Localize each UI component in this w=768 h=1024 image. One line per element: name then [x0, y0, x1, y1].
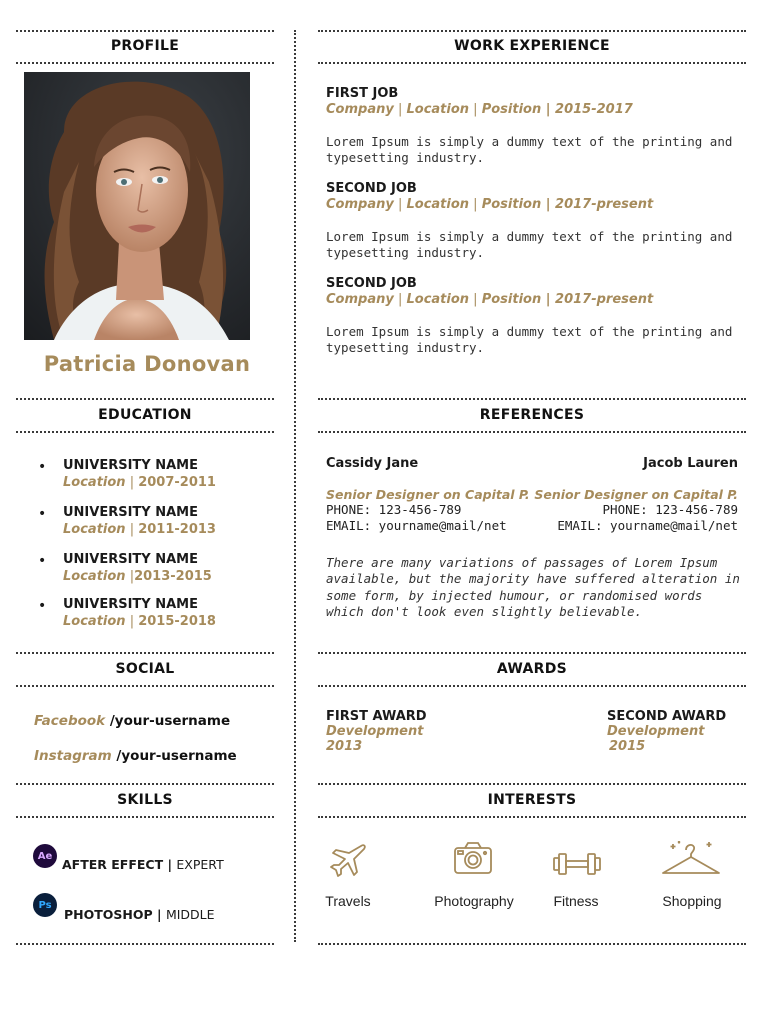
social-link-instagram[interactable]	[34, 748, 237, 764]
references-heading: REFERENCES	[479, 407, 585, 423]
award-year: 2015	[609, 739, 646, 754]
bullet-icon: •	[38, 506, 47, 522]
divider	[318, 943, 746, 945]
divider	[318, 431, 746, 433]
after-effects-icon: Ae	[33, 844, 57, 868]
award-field: Development	[326, 724, 424, 739]
award-year: 2013	[326, 739, 363, 754]
skill-item: AFTER EFFECT | EXPERT	[62, 857, 224, 872]
education-meta: Location | 2011-2013	[63, 522, 216, 537]
job-meta: Company | Location | Position | 2017-present	[326, 292, 654, 307]
university-name: UNIVERSITY NAME	[63, 505, 198, 520]
camera-icon	[453, 840, 493, 876]
divider	[318, 398, 746, 400]
work-heading: WORK EXPERIENCE	[454, 38, 610, 54]
bullet-icon: •	[38, 553, 47, 569]
social-link-facebook[interactable]	[34, 713, 230, 729]
divider	[318, 783, 746, 785]
award-title: FIRST AWARD	[326, 709, 427, 724]
social-network: Instagram	[34, 748, 112, 764]
interests-heading: INTERESTS	[487, 792, 577, 808]
interest-label: Shopping	[662, 893, 722, 909]
column-divider	[294, 30, 296, 942]
divider	[16, 398, 274, 400]
reference-role: Senior Designer on Capital P.	[534, 487, 738, 502]
job-title: SECOND JOB	[326, 276, 417, 291]
job-title: FIRST JOB	[326, 86, 399, 101]
university-name: UNIVERSITY NAME	[63, 597, 198, 612]
skills-heading: SKILLS	[117, 792, 173, 808]
awards-heading: AWARDS	[496, 661, 568, 677]
divider	[318, 816, 746, 818]
references-quote: There are many variations of passages of Lorem Ipsum available, but the majority have suffered alteration in some form, by injected humour, or randomised words which don't look even slightly believable.	[326, 555, 740, 619]
skill-item: PHOTOSHOP | MIDDLE	[64, 907, 215, 922]
divider	[16, 816, 274, 818]
divider	[16, 685, 274, 687]
education-heading: EDUCATION	[98, 407, 192, 423]
reference-email: EMAIL: yourname@mail/net	[557, 518, 738, 533]
dumbbell-icon	[553, 850, 601, 878]
divider	[16, 62, 274, 64]
divider	[318, 685, 746, 687]
reference-name: Jacob Lauren	[643, 456, 738, 471]
profile-photo	[24, 72, 250, 340]
divider	[318, 652, 746, 654]
social-network: Facebook	[34, 713, 106, 729]
reference-name: Cassidy Jane	[326, 456, 419, 471]
award-field: Development	[607, 724, 705, 739]
profile-name: Patricia Donovan	[43, 352, 251, 376]
bullet-icon: •	[38, 598, 47, 614]
hanger-icon	[661, 840, 723, 878]
job-title: SECOND JOB	[326, 181, 417, 196]
divider	[16, 30, 274, 32]
divider	[16, 431, 274, 433]
social-heading: SOCIAL	[115, 661, 175, 677]
divider	[318, 62, 746, 64]
bullet-icon: •	[38, 459, 47, 475]
reference-phone: PHONE: 123-456-789	[602, 502, 738, 517]
social-username: /your-username	[105, 713, 231, 729]
social-username: /your-username	[111, 748, 237, 764]
job-meta: Company | Location | Position | 2015-2017	[326, 102, 633, 117]
divider	[16, 783, 274, 785]
divider	[318, 30, 746, 32]
divider	[16, 943, 274, 945]
interest-label: Travels	[325, 893, 371, 909]
job-description: Lorem Ipsum is simply a dummy text of the printing and typesetting industry.	[326, 229, 733, 260]
reference-email: EMAIL: yourname@mail/net	[326, 518, 507, 533]
interest-label: Photography	[434, 893, 514, 909]
photoshop-icon: Ps	[33, 893, 57, 917]
education-meta: Location | 2015-2018	[63, 614, 216, 629]
divider	[16, 652, 274, 654]
education-meta: Location | 2007-2011	[63, 475, 216, 490]
award-title: SECOND AWARD	[607, 709, 727, 724]
university-name: UNIVERSITY NAME	[63, 458, 198, 473]
job-meta: Company | Location | Position | 2017-present	[326, 197, 654, 212]
reference-role: Senior Designer on Capital P.	[326, 487, 530, 502]
reference-phone: PHONE: 123-456-789	[326, 502, 462, 517]
profile-heading: PROFILE	[110, 38, 180, 54]
university-name: UNIVERSITY NAME	[63, 552, 198, 567]
job-description: Lorem Ipsum is simply a dummy text of the printing and typesetting industry.	[326, 134, 733, 165]
airplane-icon	[328, 840, 368, 880]
job-description: Lorem Ipsum is simply a dummy text of the printing and typesetting industry.	[326, 324, 733, 355]
interest-label: Fitness	[553, 893, 599, 909]
education-meta: Location |2013-2015	[63, 569, 212, 584]
